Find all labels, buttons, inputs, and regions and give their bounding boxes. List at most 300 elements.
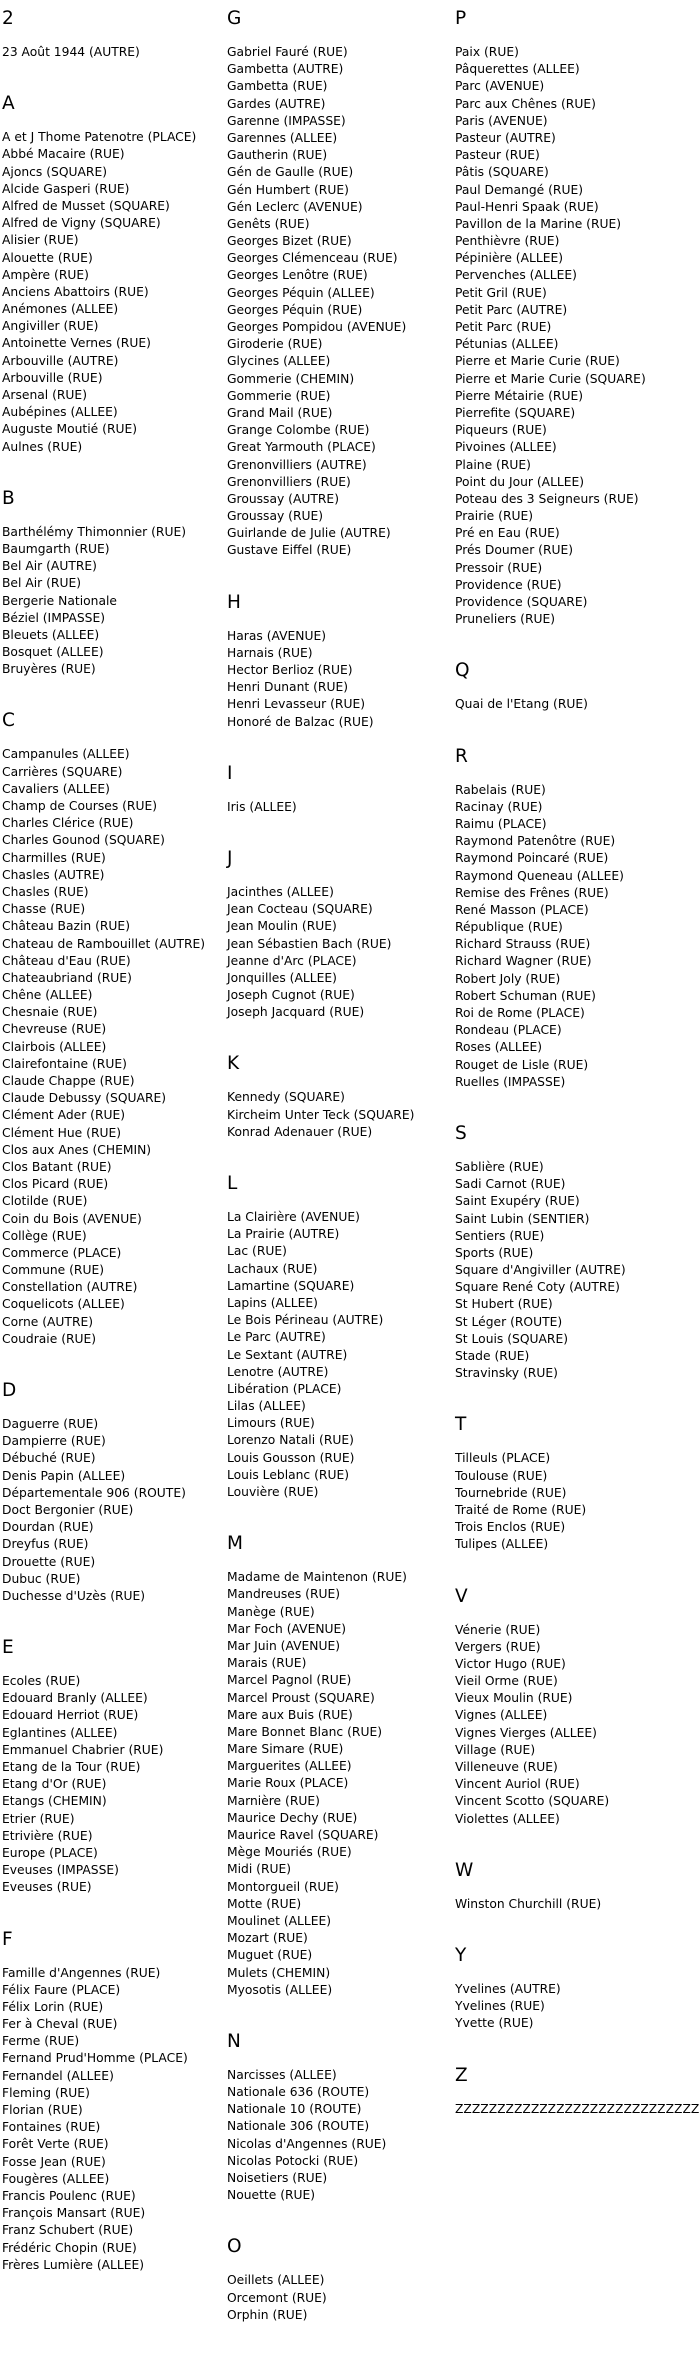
street-entry: Vieil Orme (RUE) (455, 1674, 558, 1689)
street-entry: Alouette (RUE) (2, 250, 93, 265)
street-entry: Marais (RUE) (227, 1656, 307, 1671)
street-entry: Ajoncs (SQUARE) (2, 164, 108, 179)
street-index-column-2 (227, 0, 452, 2354)
street-entry: Antoinette Vernes (RUE) (2, 336, 151, 351)
letter-heading: F (2, 1928, 13, 1950)
letter-heading: 2 (2, 8, 14, 29)
street-entry: Pierre et Marie Curie (RUE) (455, 354, 620, 369)
street-entry: Etang de la Tour (RUE) (2, 1760, 141, 1774)
street-entry: Piqueurs (RUE) (455, 423, 547, 438)
letter-heading: W (455, 1859, 474, 1881)
street-entry: Winston Churchill (RUE) (455, 1896, 602, 1911)
street-entry: Fleming (RUE) (2, 2085, 90, 2100)
street-entry: Clotilde (RUE) (2, 1194, 88, 1209)
street-entry: Libération (PLACE) (227, 1381, 342, 1396)
street-entry: A et J Thome Patenotre (PLACE) (2, 130, 197, 145)
street-entry: Chasles (RUE) (2, 884, 89, 899)
street-entry: Grenonvilliers (AUTRE) (227, 457, 367, 472)
street-entry: Genêts (RUE) (227, 216, 310, 231)
street-entry: Vincent Scotto (SQUARE) (455, 1794, 610, 1809)
street-entry: Corne (AUTRE) (2, 1314, 94, 1329)
letter-heading: K (227, 1053, 240, 1075)
street-entry: Bergerie Nationale (2, 593, 117, 608)
letter-heading: Z (455, 2064, 468, 2086)
letter-heading: B (2, 487, 15, 509)
street-entry: Violettes (ALLEE) (455, 1811, 560, 1826)
street-entry: Georges Clémenceau (RUE) (227, 251, 398, 266)
street-entry: Chevreuse (RUE) (2, 1022, 107, 1037)
street-entry: Pierrefite (SQUARE) (455, 405, 576, 420)
street-entry: Montorgueil (RUE) (227, 1879, 339, 1894)
street-entry: René Masson (PLACE) (455, 902, 589, 917)
street-entry: Orcemont (RUE) (227, 2290, 327, 2305)
street-entry: Mar Juin (AVENUE) (227, 1638, 341, 1653)
letter-heading: S (455, 1122, 467, 1144)
letter-section (227, 2234, 452, 2354)
street-entry: Petit Gril (RUE) (455, 285, 547, 300)
street-entry: Marcel Pagnol (RUE) (227, 1673, 352, 1688)
street-entry: Lac (RUE) (227, 1244, 287, 1259)
street-entry: Dubuc (RUE) (2, 1571, 81, 1586)
street-entry: Clément Ader (RUE) (2, 1108, 126, 1123)
street-entry: Haras (AVENUE) (227, 628, 327, 643)
street-entry: Ampère (RUE) (2, 267, 89, 282)
street-entry: Gommerie (RUE) (227, 388, 331, 403)
street-entry: Trois Enclos (RUE) (455, 1520, 566, 1535)
street-entry: Raimu (PLACE) (455, 816, 547, 831)
street-entry: Joseph Jacquard (RUE) (227, 1005, 365, 1020)
street-entry: Jacinthes (ALLEE) (227, 884, 334, 899)
street-entry: Paix (RUE) (455, 45, 519, 59)
letter-section (2, 1635, 224, 1926)
street-entry: Racinay (RUE) (455, 799, 543, 814)
street-entry: Jonquilles (ALLEE) (227, 970, 337, 985)
letter-heading: T (455, 1414, 467, 1436)
street-entry: Chasles (AUTRE) (2, 867, 105, 882)
street-entry: Noisetiers (RUE) (227, 2171, 328, 2185)
street-index-column-1 (2, 0, 224, 2304)
street-entry: 23 Août 1944 (AUTRE) (2, 45, 140, 59)
street-entry: Sentiers (RUE) (455, 1228, 545, 1243)
letter-heading: Q (455, 660, 470, 682)
street-entry: Garennes (ALLEE) (227, 130, 338, 145)
street-entry: Point du Jour (ALLEE) (455, 474, 585, 489)
street-entry: Commerce (PLACE) (2, 1245, 122, 1260)
street-entry: Carrières (SQUARE) (2, 764, 123, 779)
letter-heading: R (455, 745, 468, 767)
street-entry: Arbouville (RUE) (2, 370, 103, 385)
street-entry: Famille d'Angennes (RUE) (2, 1965, 161, 1980)
letter-section (455, 1121, 673, 1412)
letter-heading: N (227, 2030, 241, 2052)
street-entry: Gommerie (CHEMIN) (227, 371, 355, 386)
street-entry: Gén de Gaulle (RUE) (227, 165, 354, 180)
street-entry: Cavaliers (ALLEE) (2, 781, 110, 796)
street-entry: Fougères (ALLEE) (2, 2171, 110, 2186)
street-entry: Forêt Verte (RUE) (2, 2137, 109, 2152)
street-entry: Limours (RUE) (227, 1416, 315, 1431)
street-entry: Frédéric Chopin (RUE) (2, 2240, 137, 2255)
street-entry: Vignes (ALLEE) (455, 1708, 548, 1723)
street-entry: Mandreuses (RUE) (227, 1587, 341, 1602)
letter-section (227, 2029, 452, 2235)
street-entry: Rondeau (PLACE) (455, 1023, 562, 1038)
street-entry: Gautherin (RUE) (227, 148, 328, 163)
street-entry: Auguste Moutié (RUE) (2, 422, 138, 437)
street-entry: Collège (RUE) (2, 1228, 87, 1243)
street-entry: Charles Clérice (RUE) (2, 816, 134, 831)
street-entry: Orphin (RUE) (227, 2307, 308, 2322)
street-entry: Petit Parc (AUTRE) (455, 302, 568, 317)
street-entry: Château d'Eau (RUE) (2, 953, 131, 968)
street-entry: Maurice Dechy (RUE) (227, 1810, 358, 1825)
letter-section (227, 1171, 452, 1531)
street-entry: République (RUE) (455, 920, 563, 935)
street-entry: Giroderie (RUE) (227, 337, 323, 352)
street-entry: Mège Mouriés (RUE) (227, 1845, 352, 1860)
street-entry: Honoré de Balzac (RUE) (227, 714, 374, 729)
street-entry: Duchesse d'Uzès (RUE) (2, 1588, 146, 1603)
letter-heading: I (227, 762, 233, 784)
street-entry: Charmilles (RUE) (2, 850, 106, 865)
street-entry: Prairie (RUE) (455, 509, 534, 524)
street-entry: Aulnes (RUE) (2, 439, 83, 454)
street-entry: Midi (RUE) (227, 1862, 292, 1877)
street-entry: Eveuses (IMPASSE) (2, 1863, 119, 1878)
street-entry: Muguet (RUE) (227, 1948, 313, 1963)
street-entry: Prés Doumer (RUE) (455, 543, 574, 558)
street-entry: Nationale 636 (ROUTE) (227, 2085, 370, 2100)
street-entry: Henri Dunant (RUE) (227, 680, 349, 695)
street-entry: La Prairie (AUTRE) (227, 1227, 340, 1242)
street-entry: Villeneuve (RUE) (455, 1760, 558, 1774)
letter-section (455, 2063, 699, 2148)
street-entry: Alcide Gasperi (RUE) (2, 181, 130, 196)
letter-section (2, 1927, 224, 2304)
street-entry: Victor Hugo (RUE) (455, 1656, 566, 1671)
street-entry: Poteau des 3 Seigneurs (RUE) (455, 491, 639, 506)
street-entry: Pierre Métairie (RUE) (455, 388, 584, 403)
street-entry: Campanules (ALLEE) (2, 747, 130, 762)
street-entry: Robert Schuman (RUE) (455, 988, 596, 1003)
letter-heading: M (227, 1533, 243, 1555)
street-entry: Bleuets (ALLEE) (2, 627, 100, 642)
street-entry: Pré en Eau (RUE) (455, 526, 560, 541)
street-entry: Joseph Cugnot (RUE) (227, 988, 355, 1003)
street-entry: Nouette (RUE) (227, 2188, 316, 2203)
letter-heading: H (227, 591, 241, 613)
street-entry: Daguerre (RUE) (2, 1417, 99, 1431)
street-entry: Vergers (RUE) (455, 1639, 541, 1654)
letter-section (227, 1051, 452, 1171)
street-entry: Oeillets (ALLEE) (227, 2273, 325, 2288)
street-entry: Georges Pompidou (AVENUE) (227, 320, 407, 334)
street-entry: Remise des Frênes (RUE) (455, 885, 609, 900)
street-entry: Narcisses (ALLEE) (227, 2067, 337, 2082)
street-entry: Frères Lumière (ALLEE) (2, 2257, 145, 2272)
street-entry: Kennedy (SQUARE) (227, 1090, 345, 1105)
street-entry: Chasse (RUE) (2, 902, 86, 917)
street-entry: Le Sextant (AUTRE) (227, 1347, 348, 1362)
letter-section (455, 1943, 673, 2063)
street-entry: Etrivière (RUE) (2, 1828, 93, 1843)
street-entry: Yvelines (AUTRE) (455, 1981, 561, 1996)
street-entry: Konrad Adenauer (RUE) (227, 1124, 373, 1139)
street-entry: Le Parc (AUTRE) (227, 1330, 326, 1345)
street-entry: Penthièvre (RUE) (455, 234, 560, 249)
street-entry: Paris (AVENUE) (455, 113, 548, 128)
street-entry: Saint Exupéry (RUE) (455, 1194, 580, 1209)
street-entry: Fosse Jean (RUE) (2, 2154, 106, 2169)
street-entry: Pétunias (ALLEE) (455, 337, 559, 352)
street-entry: Tilleuls (PLACE) (455, 1451, 551, 1466)
street-entry: Gambetta (AUTRE) (227, 62, 344, 77)
street-entry: Jean Moulin (RUE) (227, 919, 337, 934)
street-entry: Coin du Bois (AVENUE) (2, 1211, 142, 1226)
street-entry: Marcel Proust (SQUARE) (227, 1690, 375, 1705)
street-entry: Doct Bergonier (RUE) (2, 1502, 134, 1517)
street-entry: Mar Foch (AVENUE) (227, 1621, 347, 1636)
street-entry: Harnais (RUE) (227, 645, 313, 660)
letter-heading: O (227, 2236, 242, 2258)
street-entry: Raymond Poincaré (RUE) (455, 851, 609, 866)
street-entry: La Clairière (AVENUE) (227, 1210, 360, 1224)
street-entry: Bruyères (RUE) (2, 662, 96, 677)
street-entry: St Léger (ROUTE) (455, 1314, 563, 1329)
street-entry: Etangs (CHEMIN) (2, 1794, 107, 1809)
letter-heading: L (227, 1173, 238, 1194)
street-entry: Square René Coty (AUTRE) (455, 1280, 620, 1295)
street-entry: Moulinet (ALLEE) (227, 1913, 332, 1928)
street-entry: St Louis (SQUARE) (455, 1331, 569, 1346)
street-entry: Vieux Moulin (RUE) (455, 1691, 573, 1706)
street-entry: Nationale 10 (ROUTE) (227, 2102, 362, 2117)
street-entry: Dampierre (RUE) (2, 1434, 106, 1449)
street-entry: Lapins (ALLEE) (227, 1295, 318, 1310)
letter-heading: E (2, 1637, 14, 1659)
street-entry: Richard Wagner (RUE) (455, 954, 592, 969)
street-entry: Félix Lorin (RUE) (2, 1999, 104, 2014)
street-entry: Groussay (RUE) (227, 509, 324, 524)
street-entry: Fontaines (RUE) (2, 2120, 101, 2135)
street-entry: Gén Leclerc (AVENUE) (227, 199, 363, 214)
street-entry: Angiviller (RUE) (2, 319, 99, 334)
street-entry: Gén Humbert (RUE) (227, 182, 349, 197)
letter-heading: J (227, 847, 233, 869)
street-entry: Château Bazin (RUE) (2, 919, 130, 934)
letter-section (2, 486, 224, 709)
street-entry: Dreyfus (RUE) (2, 1537, 89, 1552)
letter-heading: P (455, 8, 467, 29)
street-entry: Iris (ALLEE) (227, 799, 297, 814)
street-entry: Richard Strauss (RUE) (455, 937, 591, 952)
street-entry: Jean Sébastien Bach (RUE) (227, 936, 392, 951)
street-entry: Ruelles (IMPASSE) (455, 1074, 566, 1089)
street-entry: Arbouville (AUTRE) (2, 353, 119, 368)
street-entry: Gardes (AUTRE) (227, 96, 326, 111)
street-entry: Stravinsky (RUE) (455, 1366, 558, 1381)
street-entry: Alfred de Vigny (SQUARE) (2, 216, 161, 231)
street-entry: Louis Gousson (RUE) (227, 1450, 355, 1465)
street-entry: Chateau de Rambouillet (AUTRE) (2, 936, 206, 951)
street-entry: Pierre et Marie Curie (SQUARE) (455, 371, 646, 386)
street-entry: Mare Bonnet Blanc (RUE) (227, 1724, 383, 1739)
letter-section (2, 708, 224, 1378)
street-entry: Pâquerettes (ALLEE) (455, 62, 580, 77)
street-entry: Claude Chappe (RUE) (2, 1074, 135, 1088)
street-entry: Clos Batant (RUE) (2, 1159, 112, 1174)
letter-heading: G (227, 8, 242, 29)
street-entry: Madame de Maintenon (RUE) (227, 1570, 407, 1585)
street-entry: Alisier (RUE) (2, 233, 79, 248)
street-entry: Sablière (RUE) (455, 1159, 544, 1174)
letter-section (2, 6, 224, 91)
street-entry: Sadi Carnot (RUE) (455, 1177, 566, 1192)
street-entry: Edouard Branly (ALLEE) (2, 1691, 148, 1706)
street-entry: Edouard Herriot (RUE) (2, 1708, 139, 1723)
street-entry: Georges Bizet (RUE) (227, 234, 352, 249)
street-entry: Pâtis (SQUARE) (455, 165, 549, 180)
street-entry: Mulets (CHEMIN) (227, 1965, 331, 1980)
street-entry: Gambetta (RUE) (227, 79, 328, 94)
street-entry: Georges Lenôtre (RUE) (227, 268, 368, 283)
street-entry: Coquelicots (ALLEE) (2, 1297, 125, 1312)
street-entry: Baumgarth (RUE) (2, 541, 110, 556)
street-entry: Mare aux Buis (RUE) (227, 1707, 353, 1722)
street-entry: Motte (RUE) (227, 1896, 302, 1911)
street-entry: Kircheim Unter Teck (SQUARE) (227, 1107, 415, 1122)
street-entry: Débuché (RUE) (2, 1451, 96, 1466)
street-entry: Roi de Rome (PLACE) (455, 1006, 585, 1020)
street-entry: Pasteur (RUE) (455, 148, 540, 163)
street-entry: Anciens Abattoirs (RUE) (2, 284, 149, 299)
street-entry: Aubépines (ALLEE) (2, 405, 118, 420)
street-entry: Commune (RUE) (2, 1263, 105, 1278)
street-entry: Paul Demangé (RUE) (455, 182, 584, 197)
street-entry: Stade (RUE) (455, 1349, 530, 1363)
street-entry: St Hubert (RUE) (455, 1297, 553, 1312)
street-entry: Great Yarmouth (PLACE) (227, 440, 376, 455)
street-entry: Robert Joly (RUE) (455, 971, 561, 986)
street-entry: Lilas (ALLEE) (227, 1399, 306, 1414)
street-entry: Dourdan (RUE) (2, 1520, 94, 1535)
street-entry: Lorenzo Natali (RUE) (227, 1433, 354, 1448)
street-entry: Roses (ALLEE) (455, 1040, 543, 1055)
street-entry: Anémones (ALLEE) (2, 302, 119, 317)
street-entry: Fernand Prud'Homme (PLACE) (2, 2051, 188, 2066)
street-entry: Village (RUE) (455, 1742, 536, 1757)
street-entry: Raymond Queneau (ALLEE) (455, 868, 624, 883)
street-entry: Yvelines (RUE) (455, 1999, 545, 2014)
street-entry: Petit Parc (RUE) (455, 320, 552, 334)
street-entry: Garenne (IMPASSE) (227, 113, 346, 128)
street-entry: Maurice Ravel (SQUARE) (227, 1828, 379, 1842)
letter-section (227, 590, 452, 761)
street-entry: Nationale 306 (ROUTE) (227, 2119, 370, 2134)
street-entry: Vénerie (RUE) (455, 1622, 541, 1637)
letter-heading: V (455, 1585, 468, 1607)
street-entry: Plaine (RUE) (455, 457, 531, 472)
street-entry: Etang d'Or (RUE) (2, 1777, 107, 1792)
street-entry: Fernandel (ALLEE) (2, 2068, 114, 2083)
street-entry: Bosquet (ALLEE) (2, 645, 104, 660)
street-entry: Coudraie (RUE) (2, 1331, 97, 1346)
street-entry: Bel Air (AUTRE) (2, 559, 97, 574)
letter-section (455, 1584, 673, 1858)
street-entry: Hector Berlioz (RUE) (227, 663, 353, 677)
street-entry: Raymond Patenôtre (RUE) (455, 834, 616, 849)
street-entry: Eglantines (ALLEE) (2, 1725, 118, 1740)
street-entry: Traité de Rome (RUE) (455, 1502, 587, 1517)
street-entry: Nicolas Potocki (RUE) (227, 2153, 359, 2168)
letter-heading: D (2, 1380, 17, 1401)
street-entry: Vignes Vierges (ALLEE) (455, 1725, 597, 1740)
street-entry: Fer à Cheval (RUE) (2, 2017, 118, 2032)
letter-section (455, 6, 673, 658)
letter-heading: Y (455, 1944, 467, 1966)
street-entry: Lenotre (AUTRE) (227, 1364, 329, 1379)
street-entry: Clément Hue (RUE) (2, 1125, 122, 1140)
street-entry: Providence (SQUARE) (455, 595, 588, 609)
letter-section (455, 1412, 673, 1583)
street-entry: Quai de l'Etang (RUE) (455, 697, 588, 712)
street-entry: Grenonvilliers (RUE) (227, 474, 351, 489)
street-entry: François Mansart (RUE) (2, 2206, 146, 2221)
street-entry: Jeanne d'Arc (PLACE) (227, 953, 357, 968)
letter-section (227, 846, 452, 1052)
street-entry: Clos aux Anes (CHEMIN) (2, 1142, 152, 1157)
street-entry: Paul-Henri Spaak (RUE) (455, 199, 599, 214)
street-entry: Henri Levasseur (RUE) (227, 697, 366, 712)
street-entry: Parc (AVENUE) (455, 79, 545, 94)
street-entry: Myosotis (ALLEE) (227, 1982, 333, 1997)
street-entry: Marguerites (ALLEE) (227, 1759, 352, 1774)
street-entry: Pasteur (AUTRE) (455, 130, 556, 145)
street-entry: Chesnaie (RUE) (2, 1005, 98, 1020)
street-entry: Louis Leblanc (RUE) (227, 1467, 350, 1482)
street-entry: Clos Picard (RUE) (2, 1177, 109, 1192)
street-entry: Parc aux Chênes (RUE) (455, 96, 596, 111)
street-entry: Eveuses (RUE) (2, 1880, 92, 1895)
letter-section (2, 91, 224, 486)
street-entry: Pervenches (ALLEE) (455, 268, 577, 283)
street-entry: Arsenal (RUE) (2, 388, 88, 402)
street-entry: Florian (RUE) (2, 2103, 83, 2117)
street-entry: Alfred de Musset (SQUARE) (2, 198, 170, 213)
street-entry: Francis Poulenc (RUE) (2, 2188, 136, 2203)
street-entry: Yvette (RUE) (455, 2016, 534, 2031)
street-entry: Toulouse (RUE) (455, 1468, 548, 1483)
street-entry: Providence (RUE) (455, 577, 562, 592)
street-entry: Manège (RUE) (227, 1604, 315, 1619)
street-entry: Bel Air (RUE) (2, 576, 82, 591)
street-entry: Groussay (AUTRE) (227, 491, 339, 506)
street-entry: Gabriel Fauré (RUE) (227, 45, 348, 59)
street-entry: Félix Faure (PLACE) (2, 1982, 121, 1997)
street-entry: Champ de Courses (RUE) (2, 799, 158, 813)
street-entry: Barthélémy Thimonnier (RUE) (2, 524, 187, 539)
street-entry: Louvière (RUE) (227, 1485, 319, 1499)
street-entry: Guirlande de Julie (AUTRE) (227, 526, 391, 541)
street-entry: Grange Colombe (RUE) (227, 423, 370, 438)
street-entry: Saint Lubin (SENTIER) (455, 1211, 590, 1226)
street-entry: Pavillon de la Marine (RUE) (455, 216, 622, 231)
street-entry: Jean Cocteau (SQUARE) (227, 902, 373, 917)
street-entry: Rouget de Lisle (RUE) (455, 1057, 589, 1072)
street-entry: Pivoines (ALLEE) (455, 440, 557, 455)
letter-section (227, 1531, 452, 2029)
letter-section (455, 1858, 673, 1943)
